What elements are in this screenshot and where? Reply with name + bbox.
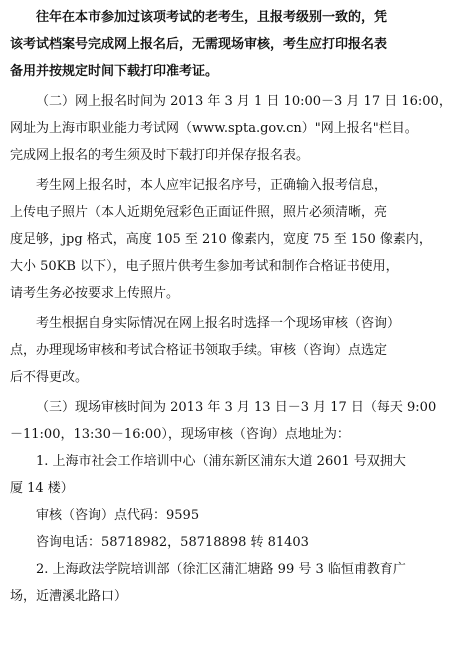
text-line: 考生根据自身实际情况在网上报名时选择一个现场审核（咨询） [36,316,401,331]
text-line: 大小 50KB 以下），电子照片供考生参加考试和制作合格证书使用， [10,259,399,274]
paragraph-location-1 [10,448,460,502]
text-line: 厦 14 楼） [10,481,74,496]
text-line: 咨询电话：58718982，58718898 转 81403 [36,535,309,550]
text-line: 后不得更改。 [10,370,89,385]
text-line: 考生网上报名时，本人应牢记报名序号，正确输入报考信息， [36,178,388,193]
text-line: 2. 上海政法学院培训部（徐汇区蒲汇塘路 99 号 3 临恒甫教育广 [36,562,406,577]
text-line: （三）现场审核时间为 2013 年 3 月 13 日－3 月 17 日（每天 9:00 [36,400,437,415]
text-line: 度足够，jpg 格式，高度 105 至 210 像素内，宽度 75 至 150 像素内， [10,232,432,247]
text-line: 往年在本市参加过该项考试的老考生，且报考级别一致的，凭 [36,10,388,25]
text-line: 上传电子照片（本人近期免冠彩色正面证件照，照片必须清晰，亮 [10,205,388,220]
text-line: 1. 上海市社会工作培训中心（浦东新区浦东大道 2601 号双拥大 [36,454,406,469]
text-line: 审核（咨询）点代码：9595 [36,508,200,523]
paragraph-review-point-selection [10,310,460,391]
text-line: －11:00，13:30－16:00），现场审核（咨询）点地址为： [10,427,350,442]
paragraph-online-registration-time [10,88,460,169]
paragraph-phone [10,529,460,556]
text-line: 备用并按规定时间下载打印准考证。 [10,64,219,79]
text-line: 请考生务必按要求上传照片。 [10,286,180,301]
text-line: （二）网上报名时间为 2013 年 3 月 1 日 10:00－3 月 17 日 16:00， [36,94,452,109]
paragraph-location-2 [10,556,460,610]
text-line: 该考试档案号完成网上报名后，无需现场审核，考生应打印报名表 [10,37,388,52]
text-line: 场，近漕溪北路口） [10,589,128,604]
text-line: 点，办理现场审核和考试合格证书领取手续。审核（咨询）点选定 [10,343,388,358]
text-line: 网址为上海市职业能力考试网（www.spta.gov.cn）"网上报名"栏目。 [10,121,418,136]
paragraph-review-code [10,502,460,529]
paragraph-onsite-review-time [10,394,460,448]
paragraph-photo-requirements [10,172,460,307]
text-line: 完成网上报名的考生须及时下载打印并保存报名表。 [10,148,310,163]
paragraph-old-candidates [10,4,460,85]
